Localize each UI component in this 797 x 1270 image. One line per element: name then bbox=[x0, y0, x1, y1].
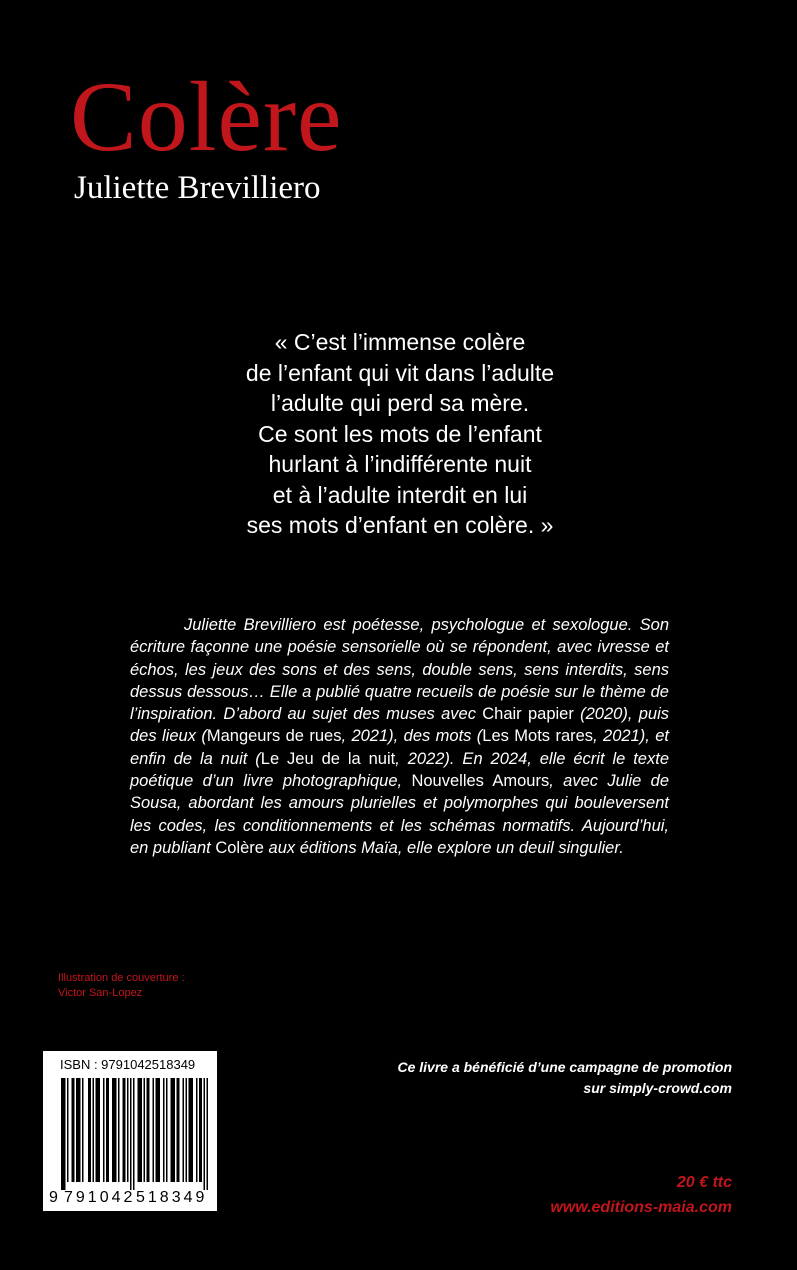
barcode-bar bbox=[192, 1078, 194, 1182]
barcode-bar bbox=[82, 1078, 84, 1182]
barcode-bar bbox=[127, 1078, 129, 1182]
barcode-bar bbox=[201, 1078, 203, 1182]
barcode-first-digit: 9 bbox=[49, 1189, 58, 1206]
barcode-bar bbox=[147, 1078, 149, 1182]
work-title: Chair papier bbox=[482, 705, 574, 724]
barcode-bar bbox=[76, 1078, 78, 1182]
price-block bbox=[550, 1170, 732, 1220]
work-title: Colère bbox=[215, 838, 264, 857]
barcode-bar bbox=[190, 1078, 192, 1182]
barcode-bar bbox=[171, 1078, 173, 1182]
barcode-bar bbox=[78, 1078, 80, 1182]
back-cover-quote bbox=[150, 327, 650, 541]
quote-line: Ce sont les mots de l’enfant bbox=[258, 420, 542, 447]
barcode-bar bbox=[118, 1078, 120, 1182]
barcode-bar bbox=[73, 1078, 75, 1182]
barcode-bar bbox=[196, 1078, 198, 1182]
barcode-bar bbox=[108, 1078, 110, 1182]
barcode-bar bbox=[144, 1078, 146, 1182]
barcode-bar bbox=[177, 1078, 179, 1182]
barcode-bar bbox=[64, 1078, 66, 1190]
barcode-bar bbox=[157, 1078, 159, 1182]
barcode-right-digits: 518349 bbox=[136, 1189, 208, 1206]
quote-line: hurlant à l’indifférente nuit bbox=[268, 451, 532, 477]
barcode-bar bbox=[148, 1078, 150, 1182]
barcode-bar bbox=[88, 1078, 90, 1182]
quote-line: « C’est l’immense colère bbox=[274, 329, 526, 355]
barcode-bar bbox=[141, 1078, 143, 1182]
isbn-barcode bbox=[43, 1051, 217, 1211]
barcode-bar bbox=[207, 1078, 209, 1190]
bio-text: (2020), puis des lieux ( bbox=[130, 705, 669, 746]
barcode-bars bbox=[61, 1078, 208, 1190]
cover-illustration-credit bbox=[58, 971, 185, 1001]
barcode-bar bbox=[174, 1078, 176, 1182]
barcode-bar bbox=[99, 1078, 101, 1182]
barcode-left-digits: 791042 bbox=[64, 1189, 136, 1206]
barcode-bar bbox=[130, 1078, 132, 1190]
barcode-bar bbox=[189, 1078, 191, 1182]
barcode-bar bbox=[186, 1078, 188, 1182]
bio-text: , 2022). En 2024, elle écrit le texte poétique d’un livre photographique, bbox=[130, 749, 669, 791]
barcode-bar bbox=[124, 1078, 126, 1182]
barcode-bar bbox=[138, 1078, 140, 1182]
barcode-bar bbox=[61, 1078, 63, 1190]
barcode-graphic bbox=[43, 1051, 217, 1211]
barcode-bar bbox=[153, 1078, 155, 1182]
work-title: Nouvelles Amours bbox=[411, 772, 550, 791]
barcode-bar bbox=[79, 1078, 81, 1182]
bio-text: , 2021), et enfin de la nuit ( bbox=[130, 727, 669, 768]
credit-name: Victor San-Lopez bbox=[58, 987, 143, 999]
barcode-bar bbox=[97, 1078, 99, 1182]
barcode-bar bbox=[139, 1078, 141, 1182]
promo-line-2: sur simply-crowd.com bbox=[583, 1080, 732, 1096]
barcode-bar bbox=[163, 1078, 165, 1182]
bio-text: aux éditions Maïa, elle explore un deuil singulier. bbox=[263, 838, 624, 857]
book-title: Colère bbox=[70, 61, 343, 172]
barcode-bar bbox=[72, 1078, 74, 1182]
barcode-bar bbox=[172, 1078, 174, 1182]
author-biography bbox=[130, 614, 669, 859]
publisher-website: www.editions-maia.com bbox=[550, 1199, 732, 1216]
quote-line: et à l’adulte interdit en lui bbox=[272, 481, 528, 508]
bio-text: , 2021), des mots ( bbox=[341, 727, 483, 746]
barcode-bar bbox=[90, 1078, 92, 1182]
barcode-bar bbox=[106, 1078, 108, 1182]
barcode-bar bbox=[178, 1078, 180, 1182]
barcode-bar bbox=[103, 1078, 105, 1182]
barcode-bar bbox=[156, 1078, 158, 1182]
quote-line: l’adulte qui perd sa mère. bbox=[270, 390, 530, 416]
barcode-bar bbox=[67, 1078, 69, 1182]
barcode-bar bbox=[112, 1078, 114, 1182]
credit-label: Illustration de couverture : bbox=[58, 972, 185, 984]
work-title: Le Jeu de la nuit bbox=[260, 749, 396, 768]
barcode-bar bbox=[166, 1078, 168, 1182]
isbn-label: ISBN : 9791042518349 bbox=[60, 1057, 196, 1072]
bio-text: Juliette Brevilliero est poétesse, psychologue et sexologue. Son écriture façonne une poésie sensorielle où se répondent, avec ivresse et échos, les jeux des sons et des sens, double sens, sens interdits, sens dessus dessous… Elle a publié quatre recueils de poésie sur le thème de l’inspiration. D’abord au sujet des muses avec bbox=[130, 616, 669, 724]
price: 20 € ttc bbox=[676, 1174, 732, 1191]
quote-line: de l’enfant qui vit dans l’adulte bbox=[245, 359, 555, 386]
promo-line-1: Ce livre a bénéficié d’une campagne de promotion bbox=[397, 1059, 732, 1075]
barcode-bar bbox=[159, 1078, 161, 1182]
barcode-bar bbox=[199, 1078, 201, 1182]
work-title: Les Mots rares bbox=[482, 727, 594, 746]
barcode-bar bbox=[93, 1078, 95, 1182]
barcode-bar bbox=[123, 1078, 125, 1182]
crowdfunding-notice bbox=[397, 1057, 732, 1099]
quote-line: ses mots d’enfant en colère. » bbox=[246, 512, 554, 538]
barcode-bar bbox=[133, 1078, 135, 1190]
barcode-bar bbox=[114, 1078, 116, 1182]
barcode-bar bbox=[183, 1078, 185, 1182]
barcode-bar bbox=[96, 1078, 98, 1182]
barcode-bar bbox=[63, 1078, 65, 1190]
barcode-bar bbox=[204, 1078, 206, 1190]
work-title: Mangeurs de rues bbox=[206, 727, 342, 746]
bio-text: , avec Julie de Sousa, abordant les amours plurielles et polymorphes qui bouleversent les codes, les conditionnements et les schémas normatifs. Aujourd’hui, en publiant bbox=[130, 772, 669, 857]
author-name: Juliette Brevilliero bbox=[74, 170, 321, 206]
barcode-bar bbox=[115, 1078, 117, 1182]
